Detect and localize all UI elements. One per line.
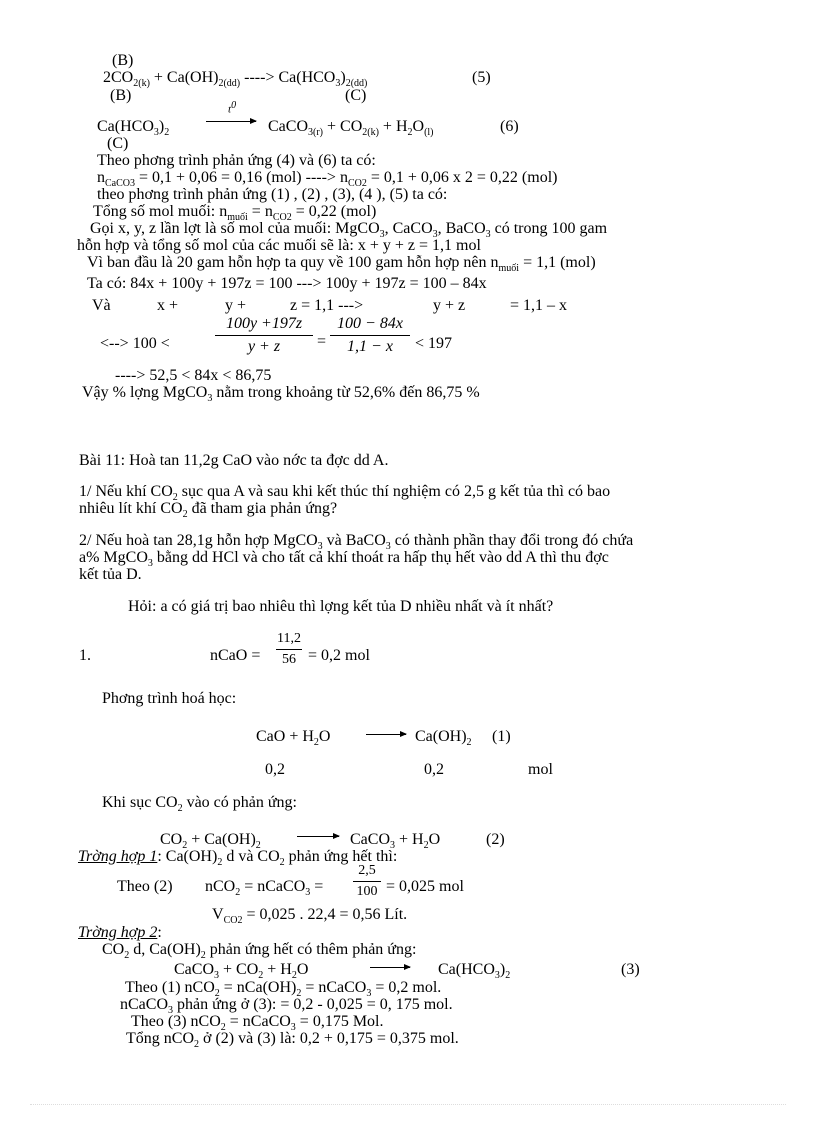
text-line: Theo (1) $nCO_2 = nCa(OH)_2$ = nCaCO$_3$ = 0,2 mol. xyxy=(125,979,442,1000)
total-salt: Tổng số mol muối: $n_{muối} = n_{CO2} = 0,22$ (mol) xyxy=(93,203,377,224)
text-line: Phơng trình hoá học: xyxy=(102,690,237,707)
reaction-5: $2CO_{2(k)} + Ca(OH)_{2(dd)}$ ----> $Ca(HCO_3)_{2(dd)}$ xyxy=(103,69,368,90)
text-line: Tổng nCO$_2$ ở (2) và (3) là: 0,2 + 0,175 = 0,375 mol. xyxy=(126,1030,459,1051)
numerator: 100y +197z xyxy=(225,315,303,332)
text-x: x + xyxy=(157,297,179,314)
label-b: (B) xyxy=(110,87,132,104)
moles-co2: $n_{CaCO3} = 0,1 + 0,06 = 0,16$ (mol) ----> $n_{CO2} = 0,1 + 0,06$ x 2 = 0,22 (mol) xyxy=(97,169,558,190)
nco2-eq: nCO$_2$ = nCaCO$_3$ = xyxy=(205,878,324,899)
text-line: Theo phơng trình phản ứng (4) và (6) ta có: xyxy=(97,152,376,169)
numerator: 11,2 xyxy=(277,631,301,646)
arrow-icon xyxy=(366,734,406,735)
equals-sign: = xyxy=(317,333,327,350)
conclusion: Vậy % lợng MgCO$_3$ nằm trong khoảng từ 52,6% đến 86,75 % xyxy=(82,384,480,405)
reaction-3-product: $Ca(HCO_3)_2$ xyxy=(438,961,511,982)
ncao-result: = 0,2 mol xyxy=(308,647,370,664)
reaction-6-products: CaCO$_{3(r)}$ + $CO_{2(k)} + H_2O_{(l)}$ xyxy=(268,118,434,139)
ncao-label: nCaO = xyxy=(210,647,261,664)
reaction-1-reactants: CaO + $H_2O$ xyxy=(256,728,331,749)
text-rhs: = 1,1 – x xyxy=(510,297,568,314)
question-2-cont: kết tủa D. xyxy=(79,566,142,583)
label-b: (B) xyxy=(112,52,134,69)
volume-co2: $V_{CO2} = 0,025$ . 22,4 = 0,56 Lít. xyxy=(212,906,408,927)
fraction xyxy=(276,632,302,667)
mole-unit: mol xyxy=(528,761,553,778)
fraction xyxy=(353,864,381,899)
eq-number-2: (2) xyxy=(486,831,505,848)
question-2: 2/ Nếu hoà tan 28,1g hỗn hợp MgCO$_3$ và BaCO$_3$ có thành phần thay đổi trong đó chứa xyxy=(79,532,634,553)
text-y: y + xyxy=(225,297,247,314)
text-line: Gọi x, y, z lần lợt là số mol của muối: MgCO$_3$, CaCO$_3$, BaCO$_3$ có trong 100 gam xyxy=(90,220,608,241)
reaction-3-reactants: CaCO$_3$ + $CO_2 + H_2O$ xyxy=(174,961,309,982)
denominator: 1,1 − x xyxy=(347,338,393,355)
eq-number-5: (5) xyxy=(472,69,491,86)
inequality-right: < 197 xyxy=(415,335,453,352)
text-z: z = 1,1 ---> xyxy=(290,297,364,314)
text-line: Theo (3) nCO$_2$ = nCaCO$_3$ = 0,175 Mol. xyxy=(131,1013,384,1034)
fraction xyxy=(330,316,410,355)
reaction-2-reactants: $CO_2 + Ca(OH)_2$ xyxy=(160,831,261,852)
text-line: Ta có: 84x + 100y + 197z = 100 ---> 100y + 197z = 100 – 84x xyxy=(87,275,487,292)
theo-2: Theo (2) xyxy=(117,878,173,895)
problem-title: Bài 11: Hoà tan 11,2g CaO vào nớc ta đợc dd A. xyxy=(79,452,389,469)
nco2-result: = 0,025 mol xyxy=(386,878,464,895)
eq-number-3: (3) xyxy=(621,961,640,978)
label-c: (C) xyxy=(345,87,367,104)
case-2: Trờng hợp 2: xyxy=(78,924,162,941)
arrow-icon xyxy=(206,121,256,122)
part-number: 1. xyxy=(79,647,91,664)
reaction-2-products: CaCO$_3$ + $H_2O$ xyxy=(350,831,441,852)
text-line: theo phơng trình phản ứng (1) , (2) , (3), (4 ), (5) ta có: xyxy=(97,186,448,203)
eq-number-6: (6) xyxy=(500,118,519,135)
denominator: 56 xyxy=(282,652,296,667)
heat-symbol: $t^0$ xyxy=(228,100,237,116)
mole-value: 0,2 xyxy=(265,761,285,778)
arrow-icon xyxy=(297,836,339,837)
label-c: (C) xyxy=(107,135,129,152)
numerator: 2,5 xyxy=(358,863,376,878)
text-yz: y + z xyxy=(433,297,466,314)
question-1-cont: nhiêu lít khí $CO_2$ đã tham gia phản ứng? xyxy=(79,500,338,521)
question-ask: Hỏi: a có giá trị bao nhiêu thì lợng kết tủa D nhiều nhất và ít nhất? xyxy=(128,598,554,615)
arrow-icon xyxy=(370,967,410,968)
text-line: ----> 52,5 < 84x < 86,75 xyxy=(115,367,272,384)
question-1: 1/ Nếu khí $CO_2$ sục qua A và sau khi kết thúc thí nghiệm có 2,5 g kết tủa thì có bao xyxy=(79,483,611,504)
denominator: y + z xyxy=(247,338,281,355)
text-line: Vì ban đầu là 20 gam hỗn hợp ta quy về 100 gam hỗn hợp nên $n_{muối} = 1,1$ (mol) xyxy=(87,254,596,275)
text-va: Và xyxy=(92,297,111,314)
numerator: 100 − 84x xyxy=(337,315,403,332)
text-line: nCaCO$_3$ phản ứng ở (3): = 0,2 - 0,025 = 0, 175 mol. xyxy=(120,996,453,1017)
reaction-6-reactant: $Ca(HCO_3)_2$ xyxy=(97,118,170,139)
mole-value: 0,2 xyxy=(424,761,444,778)
page-footer-divider xyxy=(30,1104,786,1105)
text-line: Khi sục $CO_2$ vào có phản ứng: xyxy=(102,794,297,815)
eq-number-1: (1) xyxy=(492,728,511,745)
text-line: hỗn hợp và tổng số mol của các muối sẽ là: x + y + z = 1,1 mol xyxy=(77,237,481,254)
inequality-left: <--> 100 < xyxy=(100,335,170,352)
case-1: Trờng hợp 1: $Ca(OH)_2$ d và $CO_2$ phản ứng hết thì: xyxy=(78,848,398,869)
case-2-desc: $CO_2$ d, $Ca(OH)_2$ phản ứng hết có thêm phản ứng: xyxy=(102,941,417,962)
question-2-cont: a% MgCO$_3$ bằng dd HCl và cho tất cả khí thoát ra hấp thụ hết vào dd A thì thu đợc xyxy=(79,549,609,570)
fraction xyxy=(215,316,313,355)
reaction-1-product: $Ca(OH)_2$ xyxy=(415,728,472,749)
denominator: 100 xyxy=(356,884,378,899)
